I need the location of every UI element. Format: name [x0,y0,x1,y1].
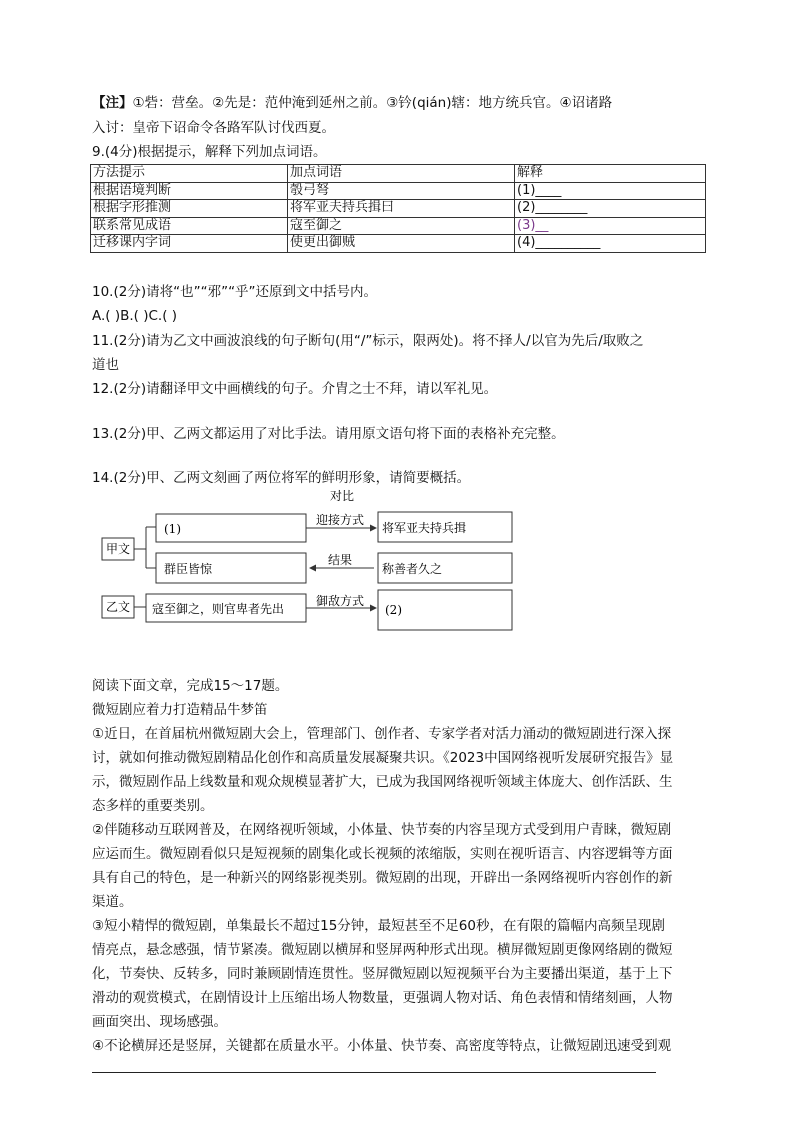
paragraph-line: 应运而生。微短剧看似只是短视频的剧集化或长视频的浓缩版，实则在视听语言、内容逻辑等方面 [92,846,673,862]
box-1-text: (1) [164,522,181,536]
table-row [91,235,706,253]
table-cell-word: 寇至御之 [288,217,515,235]
table-cell-method: 迁移课内字词 [91,235,288,253]
note-line-2: 入讨：皇帝下诏命令各路军队讨伐西夏。 [92,120,335,136]
table-cell-method: 联系常见成语 [91,217,288,235]
q11-line-2: 道也 [92,357,119,373]
note-prefix: 【注】 [92,95,133,111]
jia-label: 甲文 [106,542,131,556]
paragraph-line: 具有自己的特色，是一种新兴的网络影视类别。微短剧的出现，开辟出一条网络视听内容创作的新 [92,870,673,886]
paragraph-line: 讨，就如何推动微短剧精品化创作和高质量发展凝聚共识。《2023中国网络视听发展研究报告》显 [92,750,674,766]
box-3-text: 寇至御之，则官卑者先出 [152,602,285,616]
paragraph-line: 渠道。 [92,894,133,910]
paragraph-line: ②伴随移动互联网普及，在网络视听领域，小体量、快节奏的内容呈现方式受到用户青睐，微短剧 [92,822,672,838]
table-cell-answer: (4)__________ [515,235,706,253]
right-box-1-text: 将军亚夫持兵揖 [382,521,467,535]
comparison-diagram [100,486,520,636]
q12-stem: 12.(2分)请翻译甲文中画横线的句子。介胄之士不拜，请以军礼见。 [92,381,498,397]
table-cell-answer: (3)__ [515,217,706,235]
table-row [91,182,706,200]
paragraph-line: ①近日，在首届杭州微短剧大会上，管理部门、创作者、专家学者对活力涌动的微短剧进行深入探 [92,726,672,742]
table-header-cell: 解释 [515,165,706,183]
methods-table [90,164,706,253]
q10-stem: 10.(2分)请将“也”“邪”“乎”还原到文中括号内。 [92,284,378,300]
label-2: 结果 [328,553,353,567]
footer-rule [92,1072,656,1073]
paragraph-line: 示，微短剧作品上线数量和观众规模显著扩大，已成为我国网络视听领域主体庞大、创作活跃、生 [92,774,673,790]
box-2-text: 群臣皆惊 [164,562,213,576]
paragraph-line: ③短小精悍的微短剧，单集最长不超过15分钟，最短甚至不足60秒，在有限的篇幅内高频呈现剧 [92,918,665,934]
table-cell-answer: (1)____ [515,182,706,200]
label-3: 御敌方式 [316,594,365,608]
paragraph-line: 态多样的重要类别。 [92,798,214,814]
paragraph-2 [92,818,704,914]
paragraph-4 [92,1034,704,1058]
q11-line-1: 11.(2分)请为乙文中画波浪线的句子断句(用“/”标示，限两处)。将不择人/以官为先后/取败之 [92,333,644,349]
table-header-row [91,165,706,183]
table-cell-method: 根据字形推测 [91,200,288,218]
paragraph-line: 画面突出、现场感强。 [92,1014,227,1030]
article-title: 微短剧应着力打造精品牛梦笛 [92,702,268,718]
yi-label: 乙文 [106,600,131,614]
table-cell-word: 将军亚夫持兵揖曰 [288,200,515,218]
q9-stem: 9.(4分)根据提示，解释下列加点词语。 [92,144,327,160]
q14-stem: 14.(2分)甲、乙两文刻画了两位将军的鲜明形象，请简要概括。 [92,470,471,486]
paragraph-3 [92,914,704,1034]
q10-options: A.( )B.( )C.( ) [92,308,178,324]
table-header-cell: 方法提示 [91,165,288,183]
paragraph-line: 化，节奏快、反转多，同时兼顾剧情连贯性。竖屏微短剧以短视频平台为主要播出渠道，基于上下 [92,966,673,982]
table-cell-method: 根据语境判断 [91,182,288,200]
paragraph-line: 滑动的观赏模式，在剧情设计上压缩出场人物数量，更强调人物对话、角色表情和情绪刻画，人物 [92,990,673,1006]
table-header-cell: 加点词语 [288,165,515,183]
table-cell-word: 使更出御贼 [288,235,515,253]
right-box-3-text: (2) [385,603,402,617]
note-line-1 [92,93,612,113]
paragraph-line: ④不论横屏还是竖屏，关键都在质量水平。小体量、快节奏、高密度等特点，让微短剧迅速受到观 [92,1038,672,1054]
reading-intro: 阅读下面文章，完成15～17题。 [92,678,289,694]
right-box-2-text: 称善者久之 [382,562,443,576]
table-row [91,200,706,218]
diagram-title: 对比 [330,489,355,503]
paragraph-line: 情亮点，悬念感强，情节紧凑。微短剧以横屏和竖屏两种形式出现。横屏微短剧更像网络剧的微短 [92,942,673,958]
paragraph-1 [92,722,704,818]
label-1: 迎接方式 [316,513,365,527]
table-row [91,217,706,235]
note-text-1: ①砦：营垒。②先是：范仲淹到延州之前。③钤(qián)辖：地方统兵官。④诏诸路 [132,95,613,111]
table-cell-answer: (2)________ [515,200,706,218]
q13-stem: 13.(2分)甲、乙两文都运用了对比手法。请用原文语句将下面的表格补充完整。 [92,426,565,442]
table-cell-word: 彀弓弩 [288,182,515,200]
